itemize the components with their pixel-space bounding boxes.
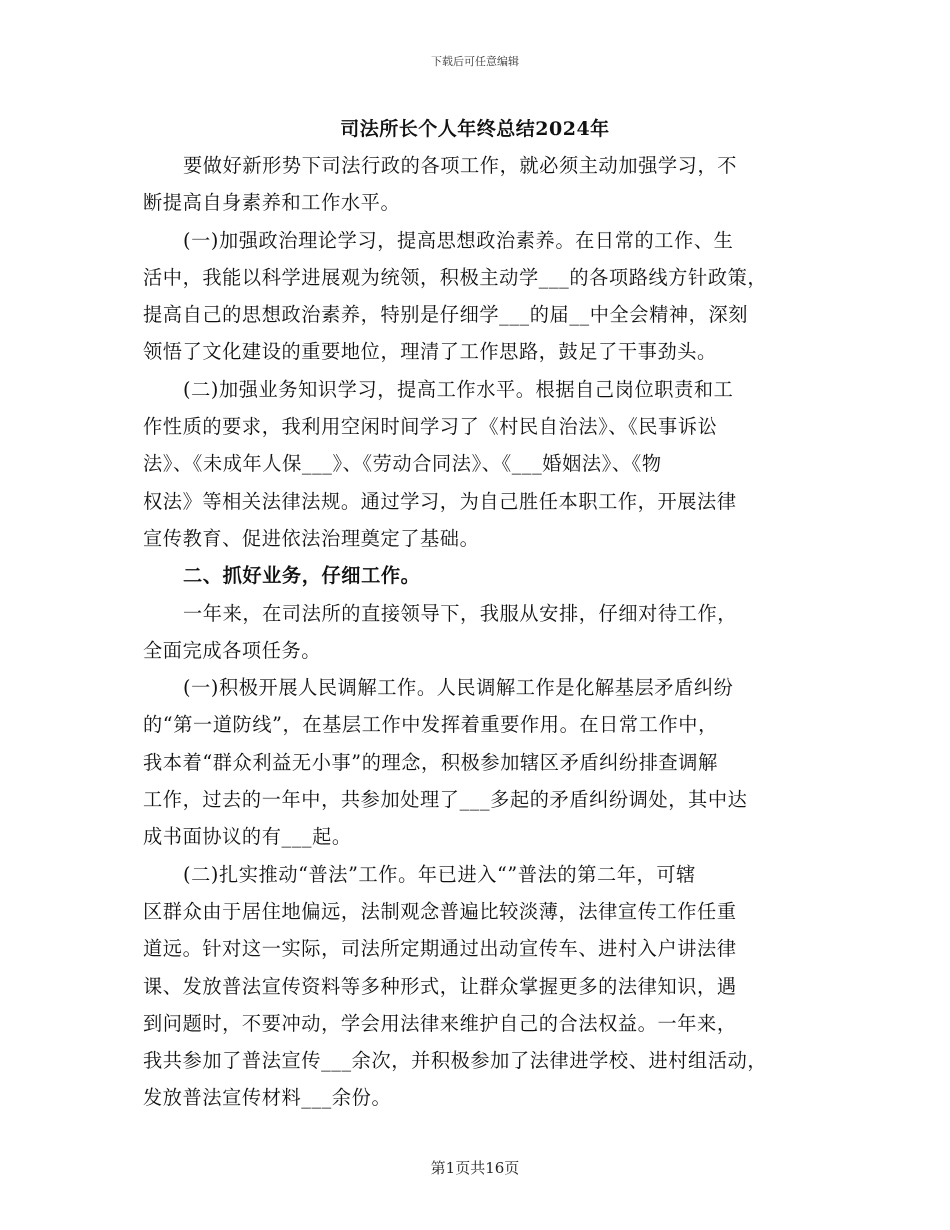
- text-line: 二、抓好业务，仔细工作。: [183, 564, 421, 588]
- text-line: 提高自己的思想政治素养，特别是仔细学___的届__中全会精神，深刻: [143, 303, 749, 327]
- text-line: 领悟了文化建设的重要地位，理清了工作思路，鼓足了干事劲头。: [143, 340, 717, 364]
- document-body: [143, 147, 808, 1117]
- document-title: 司法所长个人年终总结2024年: [340, 118, 610, 140]
- text-line: 作性质的要求，我利用空闲时间学习了《村民自治法》、《民事诉讼: [143, 415, 718, 439]
- text-line: 法》、《未成年人保___》、《劳动合同法》、《___婚姻法》、《物: [143, 452, 662, 476]
- text-line: 全面完成各项任务。: [143, 638, 322, 662]
- page-header: 下载后可任意编辑: [431, 55, 519, 68]
- text-line: 我共参加了普法宣传___余次，并积极参加了法律进学校、进村组活动，: [143, 1049, 768, 1073]
- text-line: 断提高自身素养和工作水平。: [143, 191, 401, 215]
- text-line: 工作，过去的一年中，共参加处理了___多起的矛盾纠纷调处，其中达: [143, 788, 748, 812]
- text-line: 的“第一道防线”，在基层工作中发挥着重要作用。在日常工作中，: [143, 713, 718, 737]
- text-line: 活中，我能以科学进展观为统领，积极主动学___的各项路线方针政策，: [143, 265, 768, 289]
- text-line: (一)积极开展人民调解工作。人民调解工作是化解基层矛盾纠纷: [183, 676, 734, 700]
- text-line: 我本着“群众利益无小事”的理念，积极参加辖区矛盾纠纷排查调解: [143, 750, 718, 774]
- text-line: 要做好新形势下司法行政的各项工作，就必须主动加强学习，不: [183, 154, 738, 177]
- text-line: (二)加强业务知识学习，提高工作水平。根据自己岗位职责和工: [183, 377, 734, 401]
- text-line: 宣传教育、促进依法治理奠定了基础。: [143, 526, 480, 550]
- text-line: 发放普法宣传材料___余份。: [143, 1086, 392, 1110]
- text-line: (一)加强政治理论学习，提高思想政治素养。在日常的工作、生: [183, 228, 734, 252]
- text-line: 道远。针对这一实际，司法所定期通过出动宣传车、进村入户讲法律: [143, 937, 737, 961]
- text-line: 课、发放普法宣传资料等多种形式，让群众掌握更多的法律知识，遇: [143, 974, 737, 998]
- text-line: (二)扎实推动“普法”工作。年已进入“”普法的第二年，可辖: [183, 862, 696, 886]
- text-line: 一年来，在司法所的直接领导下，我服从安排，仔细对待工作，: [183, 601, 738, 625]
- text-line: 区群众由于居住地偏远，法制观念普遍比较淡薄，法律宣传工作任重: [143, 899, 737, 923]
- text-line: 权法》等相关法律法规。通过学习，为自己胜任本职工作，开展法律: [143, 489, 737, 513]
- page-footer: 第1页共16页: [430, 1159, 520, 1177]
- text-line: 成书面协议的有___起。: [143, 825, 352, 849]
- text-line: 到问题时，不要冲动，学会用法律来维护自己的合法权益。一年来，: [143, 1011, 737, 1035]
